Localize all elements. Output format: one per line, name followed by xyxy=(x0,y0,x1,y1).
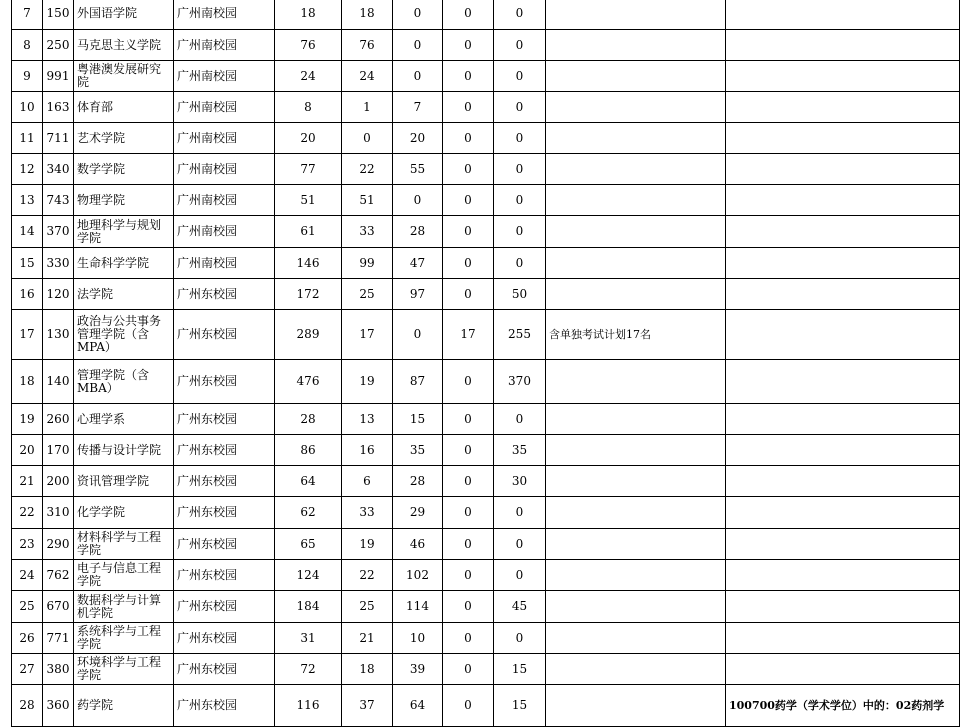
count-a: 13 xyxy=(342,404,393,435)
college-code: 163 xyxy=(43,92,74,123)
count-d: 0 xyxy=(494,404,546,435)
row-number: 27 xyxy=(12,654,43,685)
total-count: 20 xyxy=(275,123,342,154)
campus: 广州南校园 xyxy=(174,61,275,92)
count-c: 17 xyxy=(443,310,494,360)
table-row xyxy=(12,360,960,404)
remark xyxy=(546,591,726,623)
remark xyxy=(546,685,726,727)
count-c: 0 xyxy=(443,0,494,30)
count-c: 0 xyxy=(443,92,494,123)
row-number: 25 xyxy=(12,591,43,623)
count-d: 0 xyxy=(494,248,546,279)
count-a: 22 xyxy=(342,560,393,591)
college-code: 140 xyxy=(43,360,74,404)
remark xyxy=(546,560,726,591)
college-code: 150 xyxy=(43,0,74,30)
count-a: 19 xyxy=(342,529,393,560)
remark-2 xyxy=(726,279,960,310)
count-c: 0 xyxy=(443,185,494,216)
count-a: 33 xyxy=(342,497,393,529)
table-row xyxy=(12,310,960,360)
college-code: 380 xyxy=(43,654,74,685)
remark xyxy=(546,216,726,248)
college-name: 传播与设计学院 xyxy=(74,435,174,466)
remark-2 xyxy=(726,466,960,497)
campus: 广州东校园 xyxy=(174,497,275,529)
row-number: 13 xyxy=(12,185,43,216)
row-number: 11 xyxy=(12,123,43,154)
remark xyxy=(546,529,726,560)
count-b: 114 xyxy=(393,591,443,623)
remark-2 xyxy=(726,123,960,154)
remark-2 xyxy=(726,30,960,61)
table-row xyxy=(12,435,960,466)
count-a: 51 xyxy=(342,185,393,216)
count-a: 99 xyxy=(342,248,393,279)
campus: 广州东校园 xyxy=(174,623,275,654)
total-count: 8 xyxy=(275,92,342,123)
campus: 广州南校园 xyxy=(174,92,275,123)
count-b: 47 xyxy=(393,248,443,279)
total-count: 62 xyxy=(275,497,342,529)
count-a: 22 xyxy=(342,154,393,185)
remark xyxy=(546,61,726,92)
table-row xyxy=(12,560,960,591)
college-code: 370 xyxy=(43,216,74,248)
table-row xyxy=(12,248,960,279)
remark-2 xyxy=(726,154,960,185)
enrollment-table xyxy=(11,0,960,727)
count-c: 0 xyxy=(443,497,494,529)
campus: 广州南校园 xyxy=(174,0,275,30)
college-code: 330 xyxy=(43,248,74,279)
row-number: 15 xyxy=(12,248,43,279)
count-b: 46 xyxy=(393,529,443,560)
college-name: 法学院 xyxy=(74,279,174,310)
row-number: 14 xyxy=(12,216,43,248)
remark xyxy=(546,654,726,685)
college-name: 心理学系 xyxy=(74,404,174,435)
count-d: 0 xyxy=(494,0,546,30)
college-name: 粤港澳发展研究院 xyxy=(74,61,174,92)
campus: 广州东校园 xyxy=(174,560,275,591)
table-row xyxy=(12,654,960,685)
campus: 广州南校园 xyxy=(174,216,275,248)
table-row xyxy=(12,154,960,185)
remark-2 xyxy=(726,497,960,529)
college-code: 200 xyxy=(43,466,74,497)
table-row xyxy=(12,92,960,123)
campus: 广州东校园 xyxy=(174,529,275,560)
college-name: 马克思主义学院 xyxy=(74,30,174,61)
count-a: 0 xyxy=(342,123,393,154)
remark-2 xyxy=(726,404,960,435)
count-a: 33 xyxy=(342,216,393,248)
total-count: 72 xyxy=(275,654,342,685)
campus: 广州南校园 xyxy=(174,154,275,185)
total-count: 289 xyxy=(275,310,342,360)
count-b: 64 xyxy=(393,685,443,727)
count-a: 37 xyxy=(342,685,393,727)
table-row xyxy=(12,685,960,727)
count-b: 102 xyxy=(393,560,443,591)
college-name: 环境科学与工程学院 xyxy=(74,654,174,685)
total-count: 31 xyxy=(275,623,342,654)
college-code: 260 xyxy=(43,404,74,435)
count-a: 25 xyxy=(342,591,393,623)
count-b: 35 xyxy=(393,435,443,466)
total-count: 146 xyxy=(275,248,342,279)
count-d: 15 xyxy=(494,654,546,685)
college-code: 762 xyxy=(43,560,74,591)
total-count: 64 xyxy=(275,466,342,497)
count-b: 0 xyxy=(393,61,443,92)
row-number: 16 xyxy=(12,279,43,310)
remark: 含单独考试计划17名 xyxy=(546,310,726,360)
table-row xyxy=(12,529,960,560)
total-count: 18 xyxy=(275,0,342,30)
count-d: 0 xyxy=(494,30,546,61)
table-row xyxy=(12,404,960,435)
college-name: 政治与公共事务管理学院（含MPA） xyxy=(74,310,174,360)
count-b: 29 xyxy=(393,497,443,529)
count-b: 0 xyxy=(393,310,443,360)
count-b: 0 xyxy=(393,0,443,30)
count-c: 0 xyxy=(443,61,494,92)
college-code: 290 xyxy=(43,529,74,560)
row-number: 20 xyxy=(12,435,43,466)
remark xyxy=(546,279,726,310)
campus: 广州东校园 xyxy=(174,360,275,404)
total-count: 77 xyxy=(275,154,342,185)
remark-2 xyxy=(726,61,960,92)
college-code: 250 xyxy=(43,30,74,61)
count-b: 20 xyxy=(393,123,443,154)
row-number: 26 xyxy=(12,623,43,654)
table-row xyxy=(12,61,960,92)
row-number: 17 xyxy=(12,310,43,360)
total-count: 61 xyxy=(275,216,342,248)
remark xyxy=(546,0,726,30)
count-c: 0 xyxy=(443,216,494,248)
count-d: 0 xyxy=(494,623,546,654)
count-d: 0 xyxy=(494,529,546,560)
campus: 广州南校园 xyxy=(174,123,275,154)
count-d: 255 xyxy=(494,310,546,360)
remark xyxy=(546,248,726,279)
count-d: 30 xyxy=(494,466,546,497)
college-code: 711 xyxy=(43,123,74,154)
college-code: 120 xyxy=(43,279,74,310)
college-code: 340 xyxy=(43,154,74,185)
remark-2 xyxy=(726,248,960,279)
count-d: 0 xyxy=(494,185,546,216)
college-name: 数据科学与计算机学院 xyxy=(74,591,174,623)
remark-2 xyxy=(726,623,960,654)
count-a: 25 xyxy=(342,279,393,310)
count-b: 7 xyxy=(393,92,443,123)
campus: 广州南校园 xyxy=(174,248,275,279)
table-row xyxy=(12,497,960,529)
row-number: 10 xyxy=(12,92,43,123)
college-code: 310 xyxy=(43,497,74,529)
remark xyxy=(546,404,726,435)
college-code: 670 xyxy=(43,591,74,623)
campus: 广州东校园 xyxy=(174,685,275,727)
count-d: 15 xyxy=(494,685,546,727)
remark xyxy=(546,466,726,497)
count-a: 24 xyxy=(342,61,393,92)
count-c: 0 xyxy=(443,360,494,404)
campus: 广州东校园 xyxy=(174,279,275,310)
college-name: 材料科学与工程学院 xyxy=(74,529,174,560)
remark xyxy=(546,30,726,61)
remark-2: 100700药学（学术学位）中的：02药剂学 xyxy=(726,685,960,727)
row-number: 9 xyxy=(12,61,43,92)
count-a: 1 xyxy=(342,92,393,123)
total-count: 86 xyxy=(275,435,342,466)
count-b: 97 xyxy=(393,279,443,310)
count-a: 21 xyxy=(342,623,393,654)
row-number: 24 xyxy=(12,560,43,591)
count-a: 6 xyxy=(342,466,393,497)
college-name: 管理学院（含MBA） xyxy=(74,360,174,404)
remark-2 xyxy=(726,185,960,216)
campus: 广州东校园 xyxy=(174,466,275,497)
remark-2 xyxy=(726,435,960,466)
row-number: 12 xyxy=(12,154,43,185)
college-name: 化学学院 xyxy=(74,497,174,529)
count-a: 76 xyxy=(342,30,393,61)
count-d: 45 xyxy=(494,591,546,623)
count-a: 17 xyxy=(342,310,393,360)
row-number: 8 xyxy=(12,30,43,61)
remark-2 xyxy=(726,0,960,30)
table-row xyxy=(12,185,960,216)
count-b: 0 xyxy=(393,185,443,216)
count-d: 0 xyxy=(494,123,546,154)
total-count: 476 xyxy=(275,360,342,404)
count-b: 39 xyxy=(393,654,443,685)
remark-2 xyxy=(726,310,960,360)
count-d: 0 xyxy=(494,92,546,123)
row-number: 19 xyxy=(12,404,43,435)
total-count: 76 xyxy=(275,30,342,61)
college-name: 生命科学学院 xyxy=(74,248,174,279)
table-row xyxy=(12,0,960,30)
total-count: 28 xyxy=(275,404,342,435)
campus: 广州东校园 xyxy=(174,435,275,466)
count-b: 55 xyxy=(393,154,443,185)
remark xyxy=(546,123,726,154)
college-name: 系统科学与工程学院 xyxy=(74,623,174,654)
remark xyxy=(546,185,726,216)
table-row xyxy=(12,279,960,310)
college-name: 电子与信息工程学院 xyxy=(74,560,174,591)
college-name: 体育部 xyxy=(74,92,174,123)
count-d: 370 xyxy=(494,360,546,404)
count-b: 0 xyxy=(393,30,443,61)
row-number: 18 xyxy=(12,360,43,404)
row-number: 28 xyxy=(12,685,43,727)
count-d: 35 xyxy=(494,435,546,466)
count-c: 0 xyxy=(443,685,494,727)
remark-2 xyxy=(726,92,960,123)
count-d: 0 xyxy=(494,560,546,591)
remark-2 xyxy=(726,560,960,591)
college-name: 艺术学院 xyxy=(74,123,174,154)
remark xyxy=(546,92,726,123)
remark xyxy=(546,360,726,404)
count-c: 0 xyxy=(443,123,494,154)
count-b: 87 xyxy=(393,360,443,404)
remark xyxy=(546,435,726,466)
campus: 广州东校园 xyxy=(174,654,275,685)
table-row xyxy=(12,123,960,154)
count-a: 18 xyxy=(342,0,393,30)
row-number: 22 xyxy=(12,497,43,529)
table-row xyxy=(12,591,960,623)
count-d: 0 xyxy=(494,61,546,92)
count-d: 0 xyxy=(494,216,546,248)
total-count: 65 xyxy=(275,529,342,560)
campus: 广州东校园 xyxy=(174,310,275,360)
count-c: 0 xyxy=(443,30,494,61)
total-count: 172 xyxy=(275,279,342,310)
count-a: 19 xyxy=(342,360,393,404)
college-name: 药学院 xyxy=(74,685,174,727)
campus: 广州东校园 xyxy=(174,591,275,623)
count-a: 18 xyxy=(342,654,393,685)
college-code: 743 xyxy=(43,185,74,216)
remark xyxy=(546,623,726,654)
campus: 广州南校园 xyxy=(174,185,275,216)
college-name: 数学学院 xyxy=(74,154,174,185)
total-count: 184 xyxy=(275,591,342,623)
remark-2 xyxy=(726,654,960,685)
total-count: 51 xyxy=(275,185,342,216)
count-c: 0 xyxy=(443,248,494,279)
count-d: 0 xyxy=(494,154,546,185)
college-name: 物理学院 xyxy=(74,185,174,216)
row-number: 7 xyxy=(12,0,43,30)
count-c: 0 xyxy=(443,654,494,685)
remark-2 xyxy=(726,360,960,404)
count-c: 0 xyxy=(443,466,494,497)
row-number: 21 xyxy=(12,466,43,497)
count-b: 15 xyxy=(393,404,443,435)
total-count: 24 xyxy=(275,61,342,92)
count-b: 28 xyxy=(393,466,443,497)
table-row xyxy=(12,216,960,248)
campus: 广州东校园 xyxy=(174,404,275,435)
table-row xyxy=(12,30,960,61)
college-code: 360 xyxy=(43,685,74,727)
count-a: 16 xyxy=(342,435,393,466)
count-b: 28 xyxy=(393,216,443,248)
college-name: 地理科学与规划学院 xyxy=(74,216,174,248)
count-c: 0 xyxy=(443,404,494,435)
remark xyxy=(546,154,726,185)
college-code: 130 xyxy=(43,310,74,360)
campus: 广州南校园 xyxy=(174,30,275,61)
table-row xyxy=(12,623,960,654)
college-code: 991 xyxy=(43,61,74,92)
college-name: 资讯管理学院 xyxy=(74,466,174,497)
count-d: 0 xyxy=(494,497,546,529)
count-d: 50 xyxy=(494,279,546,310)
total-count: 116 xyxy=(275,685,342,727)
remark xyxy=(546,497,726,529)
count-c: 0 xyxy=(443,529,494,560)
college-code: 170 xyxy=(43,435,74,466)
count-c: 0 xyxy=(443,623,494,654)
total-count: 124 xyxy=(275,560,342,591)
count-c: 0 xyxy=(443,279,494,310)
count-c: 0 xyxy=(443,560,494,591)
table-row xyxy=(12,466,960,497)
count-c: 0 xyxy=(443,591,494,623)
count-c: 0 xyxy=(443,154,494,185)
college-name: 外国语学院 xyxy=(74,0,174,30)
remark-2 xyxy=(726,216,960,248)
remark-2 xyxy=(726,591,960,623)
count-b: 10 xyxy=(393,623,443,654)
row-number: 23 xyxy=(12,529,43,560)
remark-2 xyxy=(726,529,960,560)
count-c: 0 xyxy=(443,435,494,466)
college-code: 771 xyxy=(43,623,74,654)
